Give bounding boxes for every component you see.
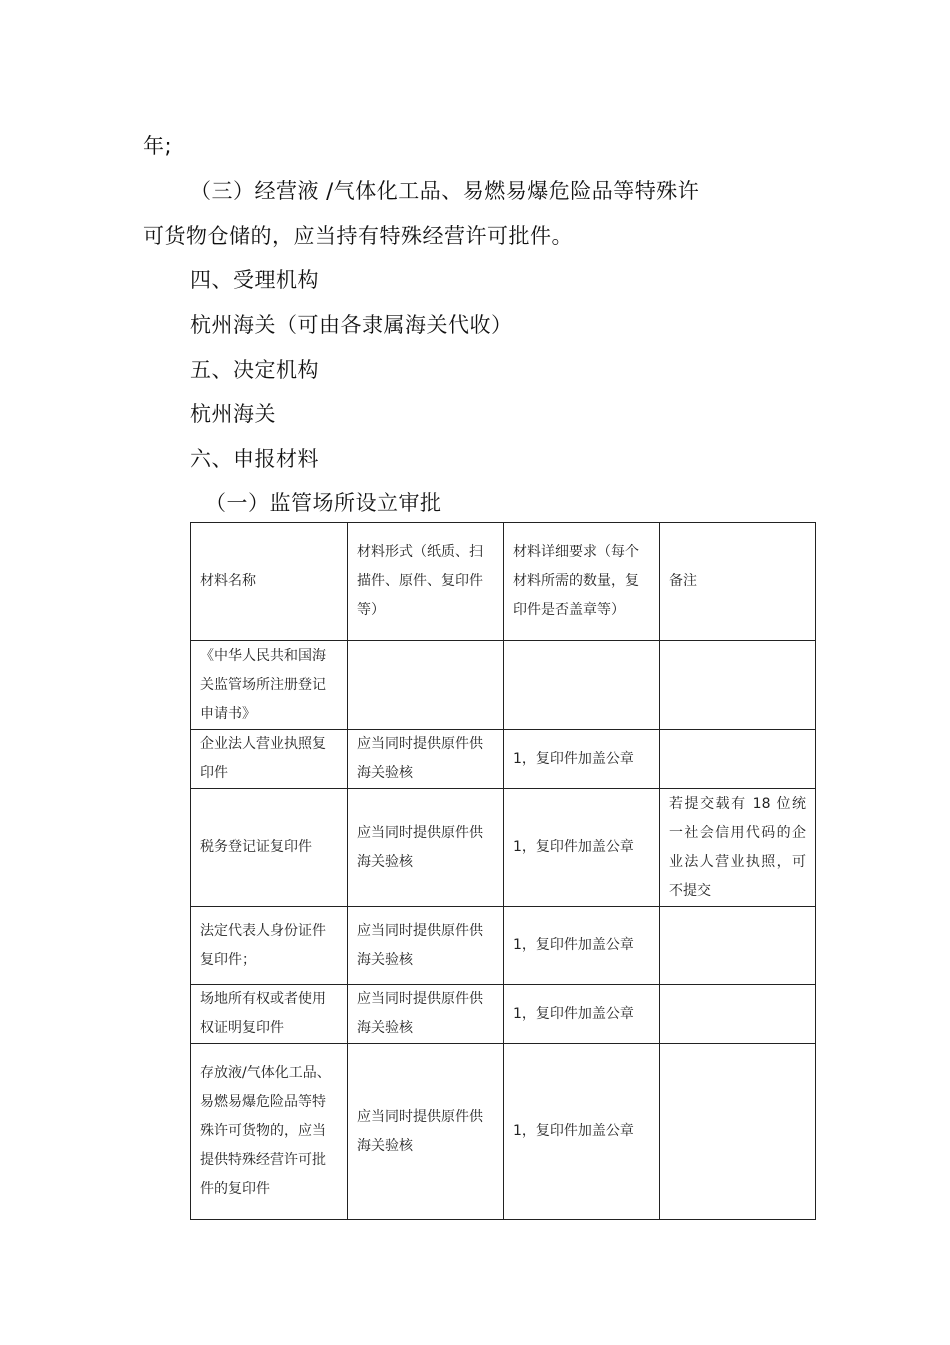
cell-form [348, 985, 504, 1044]
cell-name [191, 1044, 348, 1220]
cell-form [348, 730, 504, 789]
header-cell-note [660, 523, 816, 641]
table-row [191, 1044, 816, 1220]
accepting-agency-text: 杭州海关（可由各隶属海关代收） [190, 313, 513, 337]
paragraph-continuation: 年; [143, 134, 173, 158]
cell-note [660, 985, 816, 1044]
cell-name [191, 730, 348, 789]
cell-form [348, 907, 504, 985]
cell-name-text: 法定代表人身份证件复印件； [200, 922, 326, 968]
cell-req [504, 1044, 660, 1220]
header-form-text: 材料形式（纸质、扫描件、原件、复印件等） [357, 544, 483, 618]
cell-req-text: 1，复印件加盖公章 [513, 750, 634, 767]
table-header-row [191, 523, 816, 641]
header-cell-name [191, 523, 348, 641]
cell-form [348, 1044, 504, 1220]
cell-name [191, 641, 348, 730]
section-heading-deciding-agency: 五、决定机构 [190, 358, 319, 382]
cell-form-text: 应当同时提供原件供海关验核 [357, 736, 483, 781]
cell-req-text: 1，复印件加盖公章 [513, 1123, 634, 1139]
cell-note [660, 789, 816, 907]
cell-req [504, 730, 660, 789]
cell-req-text: 1，复印件加盖公章 [513, 937, 634, 953]
section-heading-materials: 六、申报材料 [190, 447, 319, 471]
paragraph-item-3-line2: 可货物仓储的，应当持有特殊经营许可批件。 [143, 224, 573, 248]
cell-note [660, 1044, 816, 1220]
materials-table [190, 522, 816, 1220]
table-row [191, 730, 816, 789]
header-name-text: 材料名称 [200, 573, 256, 589]
deciding-agency-text: 杭州海关 [190, 402, 276, 426]
table-row [191, 641, 816, 730]
header-cell-form [348, 523, 504, 641]
cell-form-text: 应当同时提供原件供海关验核 [357, 1108, 483, 1154]
cell-form [348, 789, 504, 907]
cell-form-text: 应当同时提供原件供海关验核 [357, 824, 483, 870]
cell-req [504, 907, 660, 985]
cell-note-text: 若提交载有 18 位统一社会信用代码的企业法人营业执照，可不提交 [669, 795, 806, 899]
header-req-text: 材料详细要求（每个材料所需的数量，复印件是否盖章等） [513, 544, 639, 618]
cell-req [504, 641, 660, 730]
cell-note [660, 641, 816, 730]
cell-req-text: 1，复印件加盖公章 [513, 839, 634, 855]
header-cell-req [504, 523, 660, 641]
subsection-heading-approval: （一）监管场所设立审批 [205, 491, 442, 515]
cell-note [660, 907, 816, 985]
cell-name-text: 《中华人民共和国海关监管场所注册登记申请书》 [200, 648, 326, 722]
cell-name-text: 存放液/气体化工品、易燃易爆危险品等特殊许可货物的，应当提供特殊经营许可批件的复印件 [200, 1065, 331, 1197]
cell-name-text: 场地所有权或者使用权证明复印件 [200, 991, 326, 1036]
table-row [191, 907, 816, 985]
section-heading-accepting-agency: 四、受理机构 [190, 268, 319, 292]
cell-form [348, 641, 504, 730]
cell-name [191, 985, 348, 1044]
header-note-text: 备注 [669, 573, 697, 589]
cell-req-text: 1，复印件加盖公章 [513, 1005, 634, 1022]
cell-name-text: 税务登记证复印件 [200, 839, 312, 855]
cell-req [504, 789, 660, 907]
cell-req [504, 985, 660, 1044]
table-row [191, 985, 816, 1044]
cell-form-text: 应当同时提供原件供海关验核 [357, 922, 483, 968]
cell-name [191, 789, 348, 907]
cell-name-text: 企业法人营业执照复印件 [200, 736, 326, 781]
cell-name [191, 907, 348, 985]
table-row [191, 789, 816, 907]
cell-note [660, 730, 816, 789]
cell-form-text: 应当同时提供原件供海关验核 [357, 991, 483, 1036]
paragraph-item-3-line1: （三）经营液 /气体化工品、易燃易爆危险品等特殊许 [190, 179, 700, 203]
